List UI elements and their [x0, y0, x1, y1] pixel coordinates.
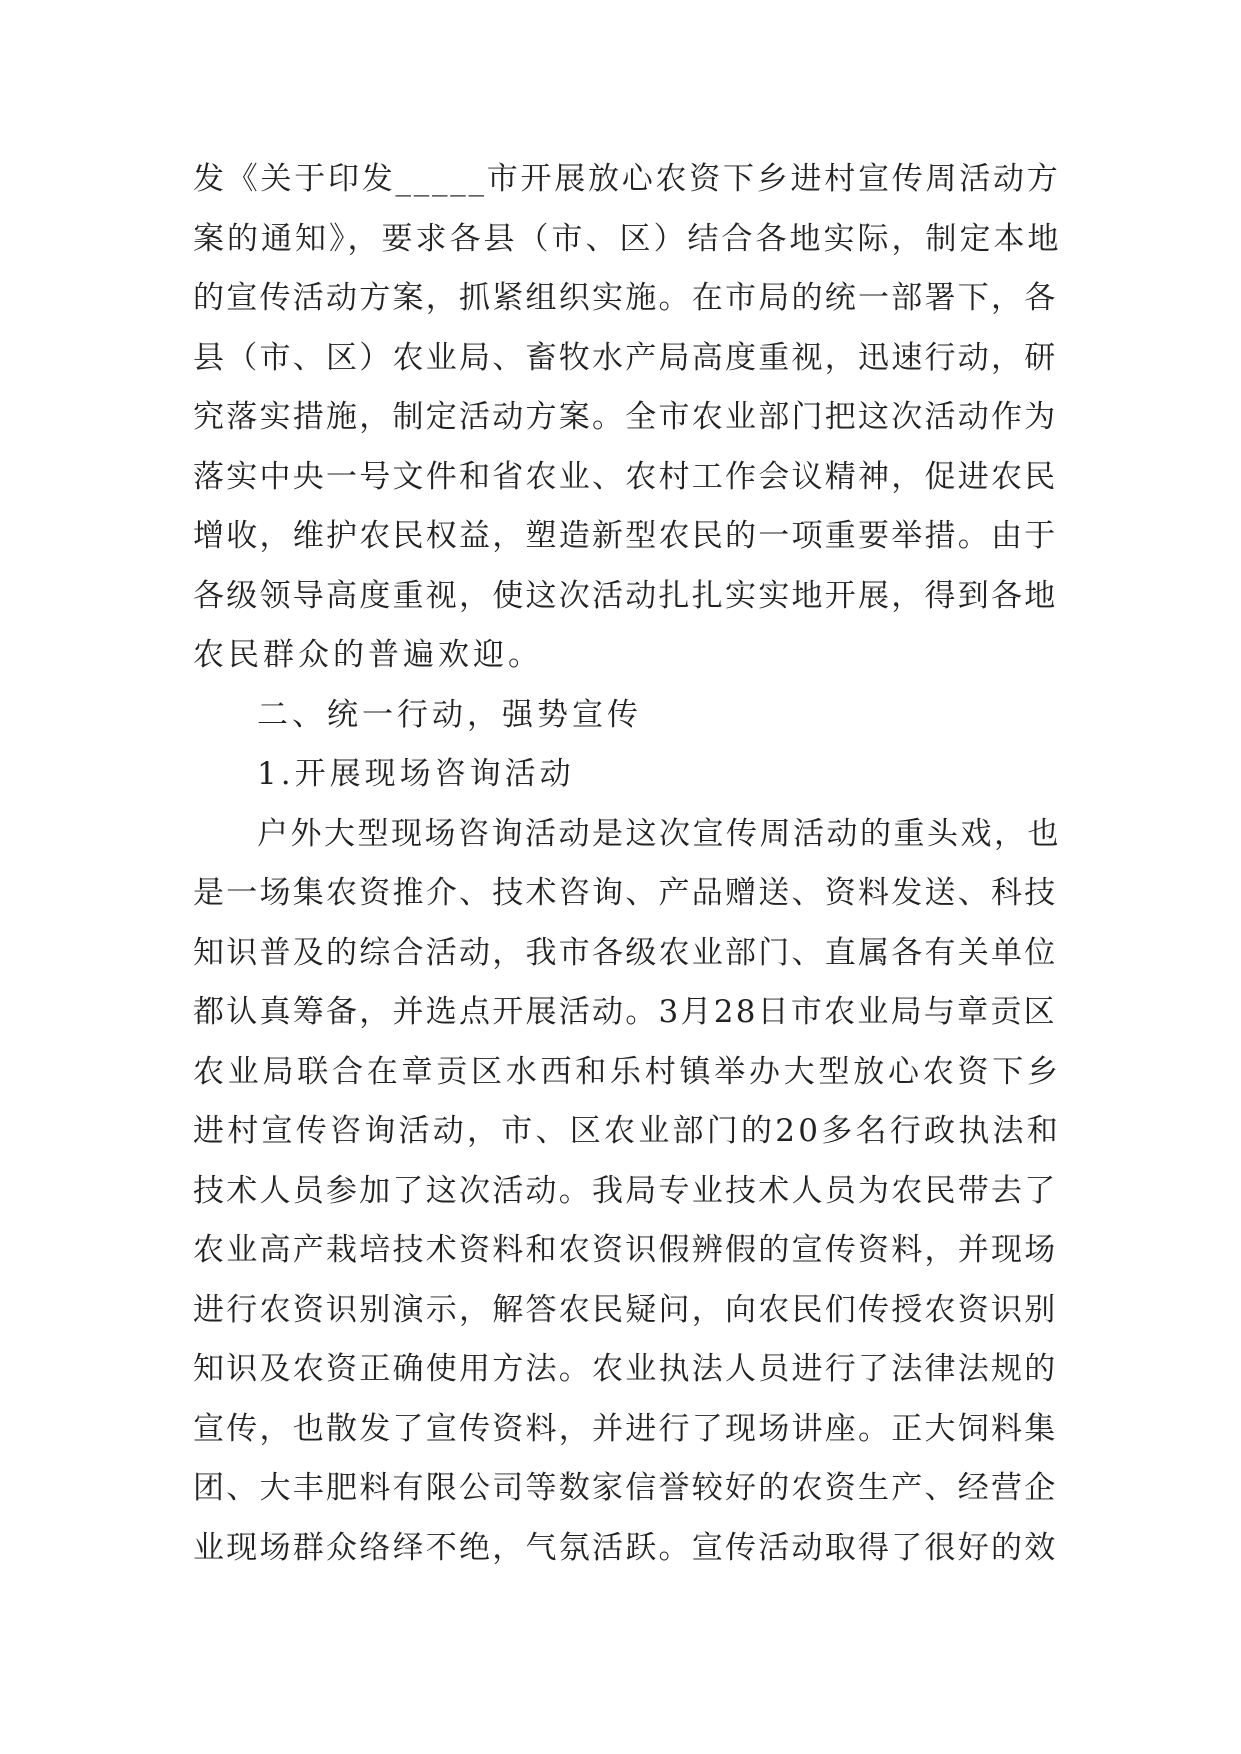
text-line: 的宣传活动方案，抓紧组织实施。在市局的统一部署下，各	[193, 280, 1058, 316]
text-line: 团、大丰肥料有限公司等数家信誉较好的农资生产、经营企	[193, 1470, 1058, 1506]
text-line: 宣传，也散发了宣传资料，并进行了现场讲座。正大饲料集	[193, 1410, 1058, 1447]
text-line: 是一场集农资推介、技术咨询、产品赠送、资料发送、科技	[193, 875, 1058, 911]
text-line: 究落实措施，制定活动方案。全市农业部门把这次活动作为	[193, 399, 1058, 435]
section-heading-text: 二、统一行动，强势宣传	[257, 696, 642, 733]
section-heading	[193, 686, 1063, 746]
text-line: 知识及农资正确使用方法。农业执法人员进行了法律法规的	[193, 1351, 1058, 1387]
text-line: 发《关于印发_____市开展放心农资下乡进村宣传周活动方	[193, 161, 1061, 197]
text-line: 户外大型现场咨询活动是这次宣传周活动的重头戏，也	[257, 815, 1061, 852]
text-line: 县（市、区）农业局、畜牧水产局高度重视，迅速行动，研	[193, 339, 1058, 376]
paragraph	[193, 150, 1063, 686]
text-line: 都认真筹备，并选点开展活动。3月28日市农业局与章贡区	[193, 994, 1057, 1030]
document-body	[193, 150, 1063, 1578]
text-line: 各级领导高度重视，使这次活动扎扎实实地开展，得到各地	[193, 577, 1058, 614]
text-line: 农民群众的普遍欢迎。	[193, 637, 543, 673]
text-line: 落实中央一号文件和省农业、农村工作会议精神，促进农民	[193, 458, 1058, 495]
paragraph	[193, 805, 1063, 1579]
text-line: 业现场群众络绎不绝，气氛活跃。宣传活动取得了很好的效	[193, 1529, 1058, 1566]
subsection-heading	[193, 745, 1063, 805]
text-line: 农业高产栽培技术资料和农资识假辨假的宣传资料，并现场	[193, 1232, 1058, 1268]
text-line: 农业局联合在章贡区水西和乐村镇举办大型放心农资下乡	[193, 1053, 1062, 1090]
text-line: 知识普及的综合活动，我市各级农业部门、直属各有关单位	[193, 934, 1058, 971]
text-line: 进村宣传咨询活动，市、区农业部门的20多名行政执法和	[193, 1113, 1061, 1149]
text-line: 增收，维护农民权益，塑造新型农民的一项重要举措。由于	[193, 518, 1058, 554]
subsection-heading-text: 1.开展现场咨询活动	[257, 756, 575, 792]
text-line: 进行农资识别演示，解答农民疑问，向农民们传授农资识别	[193, 1291, 1058, 1328]
text-line: 案的通知》，要求各县（市、区）结合各地实际，制定本地	[193, 220, 1062, 257]
text-line: 技术人员参加了这次活动。我局专业技术人员为农民带去了	[193, 1172, 1058, 1209]
